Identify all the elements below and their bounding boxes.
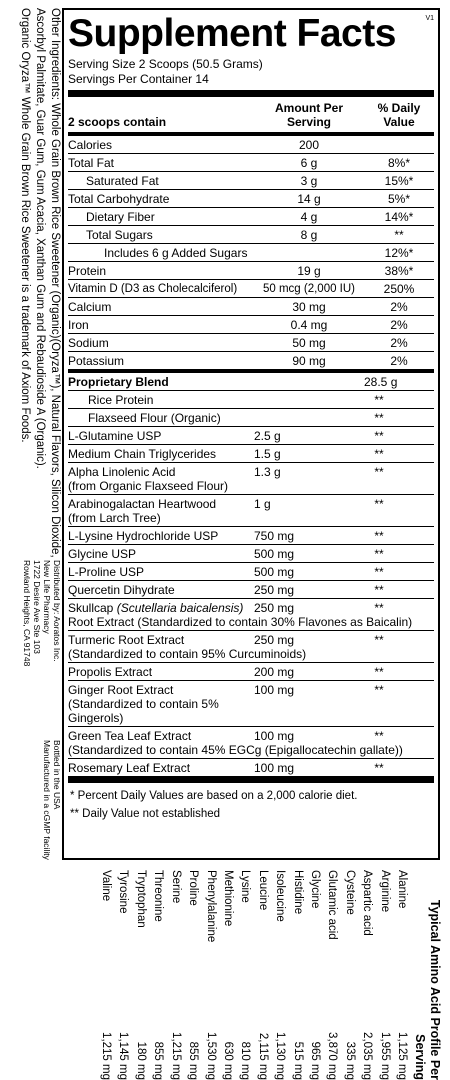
ingredient-name: Arabinogalactan Heartwood (from Larch Tree) — [68, 497, 217, 525]
turmeric-amount: 250 mg — [254, 633, 295, 647]
amino-value: 3,870 mg — [326, 1032, 339, 1080]
amino-row — [271, 870, 288, 1080]
nutrient-amount: 50 mcg (2,000 IU) — [262, 283, 356, 295]
amino-row — [149, 870, 166, 1080]
skullcap-name: Skullcap (Scutellaria baicalensis) — [68, 601, 244, 615]
amino-value: 965 mg — [308, 1041, 321, 1080]
amino-row — [340, 870, 357, 1080]
nutrient-row — [68, 298, 434, 316]
amino-value: 855 mg — [187, 1041, 200, 1080]
ingredient-amount: 1.5 g — [254, 447, 281, 461]
amino-name: Alanine — [396, 870, 408, 909]
nutrient-amount: 0.4 mg — [290, 318, 328, 332]
nutrient-row — [68, 172, 434, 190]
nutrient-name: Total Fat — [68, 156, 115, 170]
nutrient-name: Dietary Fiber — [86, 210, 155, 224]
ingredient-row — [68, 445, 434, 463]
amino-row — [253, 870, 270, 1080]
nutrient-name: Includes 6 g Added Sugars — [104, 246, 248, 260]
nutrient-amount: 19 g — [297, 264, 321, 278]
turmeric-name: Turmeric Root Extract — [68, 633, 185, 647]
amino-value: 855 mg — [152, 1041, 165, 1080]
amino-row — [288, 870, 305, 1080]
nutrient-dv: 38%* — [384, 264, 414, 278]
ingredient-row — [68, 581, 434, 599]
nutrient-amount: 200 — [298, 138, 320, 152]
amino-name: Proline — [187, 870, 200, 906]
other-ingredients-list — [68, 427, 434, 599]
nutrient-dv: 8%* — [387, 156, 410, 170]
rosemary-dv: ** — [374, 761, 384, 775]
amino-name: Histidine — [291, 870, 304, 915]
ginger-amount: 100 mg — [254, 683, 295, 697]
nutrient-list — [68, 136, 434, 373]
nutrient-row — [68, 244, 434, 262]
footnote-dv: * Percent Daily Values are based on a 2,000 calorie diet. — [70, 790, 358, 802]
amino-row — [306, 870, 323, 1080]
ingredient-dv: ** — [374, 447, 384, 461]
ingredient-name: Glycine USP — [68, 547, 137, 561]
other-ingredients-text: Other Ingredients: Whole Grain Brown Rice Sweetener (Organic)(Oryza™), Natural Flavors, Silicon Dioxide, Ascorbyl Palmitate, Guar Gum, Gum Acacia, Xanthan Gum and Rebaudioside A (Organic). Organic Oryza™ Whole Grain Brown Rice Sweetener is a trademark of Axiom Foods. — [19, 8, 61, 558]
ingredient-row — [68, 463, 434, 495]
ingredient-amount: 1 g — [254, 497, 271, 511]
ingredient-dv: ** — [374, 565, 384, 579]
amino-value: 1,215 mg — [100, 1032, 113, 1080]
turmeric-line2: (Standardized to contain 95% Curcuminoids) — [68, 647, 307, 661]
nutrient-name: Calories — [68, 138, 113, 152]
amino-value: 335 mg — [343, 1041, 356, 1080]
nutrient-row — [68, 280, 434, 298]
ingredient-amount: 1.3 g — [254, 465, 281, 479]
ingredient-name: L-Proline USP — [68, 565, 145, 579]
propolis-dv: ** — [374, 665, 384, 679]
amino-value: 2,035 mg — [361, 1032, 374, 1080]
amino-value: 630 mg — [221, 1041, 234, 1080]
panel-title: Supplement Facts — [68, 12, 396, 55]
propolis-name: Propolis Extract — [68, 665, 153, 679]
ingredient-name: Medium Chain Triglycerides — [68, 447, 217, 461]
amino-name: Arginine — [378, 870, 391, 913]
amino-value: 1,125 mg — [396, 1032, 408, 1080]
amino-row — [114, 870, 131, 1080]
nutrient-name: Total Sugars — [86, 228, 153, 242]
blend-amount: 28.5 g — [364, 375, 398, 389]
ingredient-name: L-Lysine Hydrochloride USP — [68, 529, 219, 543]
rosemary-amount: 100 mg — [254, 761, 295, 775]
nutrient-name: Sodium — [68, 336, 109, 350]
amino-list — [97, 870, 410, 1080]
nutrient-row — [68, 316, 434, 334]
nutrient-amount: 4 g — [300, 210, 318, 224]
footnote-established: ** Daily Value not established — [70, 808, 221, 820]
amino-row — [219, 870, 236, 1080]
supplement-facts-panel — [62, 8, 440, 860]
nutrient-dv: 250% — [383, 282, 415, 296]
servings-per-container: Servings Per Container 14 — [68, 72, 209, 86]
rosemary-name: Rosemary Leaf Extract — [68, 761, 191, 775]
amino-value: 1,130 mg — [274, 1032, 287, 1080]
ingredient-amount: 500 mg — [254, 565, 295, 579]
amino-name: Aspartic acid — [361, 870, 374, 936]
blend-name: Proprietary Blend — [68, 375, 169, 389]
propolis-row — [68, 663, 434, 681]
header-amount: Amount Per Serving — [274, 101, 343, 129]
amino-row — [375, 870, 392, 1080]
amino-row — [236, 870, 253, 1080]
nutrient-amount: 6 g — [300, 156, 318, 170]
nutrient-dv: 2% — [390, 336, 408, 350]
ginger-dv: ** — [374, 683, 384, 697]
green-tea-amount: 100 mg — [254, 729, 295, 743]
amino-title: Typical Amino Acid Profile Per Serving — [413, 899, 442, 1080]
nutrient-amount: 3 g — [300, 174, 318, 188]
ingredient-row — [68, 527, 434, 545]
amino-row — [184, 870, 201, 1080]
amino-name: Cysteine — [343, 870, 356, 915]
rosemary-row — [68, 759, 434, 776]
table-header — [68, 97, 434, 136]
nutrient-dv: 5%* — [387, 192, 410, 206]
turmeric-dv: ** — [374, 633, 384, 647]
skullcap-line2: Root Extract (Standardized to contain 30% Flavones as Baicalin) — [68, 615, 413, 629]
ingredient-amount: 500 mg — [254, 547, 295, 561]
amino-value: 1,145 mg — [117, 1032, 130, 1080]
amino-value: 2,115 mg — [256, 1032, 269, 1080]
amino-value: 1,955 mg — [378, 1032, 391, 1080]
thick-divider-bottom — [68, 776, 434, 783]
amino-row — [166, 870, 183, 1080]
amino-name: Leucine — [256, 870, 269, 911]
nutrient-name: Protein — [68, 264, 107, 278]
amino-name: Tryptophan — [134, 870, 147, 928]
ingredient-row — [68, 427, 434, 445]
nutrient-name: Iron — [68, 318, 89, 332]
amino-value: 180 mg — [134, 1041, 147, 1080]
amino-row — [97, 870, 114, 1080]
version-label: V1 — [425, 15, 434, 22]
amino-acid-profile — [62, 870, 442, 1080]
ingredient-dv: ** — [374, 529, 384, 543]
amino-row — [393, 870, 410, 1080]
nutrient-dv: 2% — [390, 354, 408, 368]
ingredient-dv: ** — [374, 547, 384, 561]
nutrient-row — [68, 262, 434, 280]
header-dv: % Daily Value — [377, 101, 421, 129]
blend-item-row — [68, 391, 434, 409]
amino-name: Tyrosine — [117, 870, 130, 914]
ingredient-dv: ** — [374, 429, 384, 443]
green-tea-line2: (Standardized to contain 45% EGCg (Epigallocatechin gallate)) — [68, 743, 403, 757]
nutrient-dv: 12%* — [384, 246, 414, 260]
ingredient-row — [68, 563, 434, 581]
nutrient-dv: 14%* — [384, 210, 414, 224]
amino-name: Threonine — [152, 870, 165, 922]
nutrient-name: Saturated Fat — [86, 174, 159, 188]
ginger-row — [68, 681, 434, 727]
header-contain: 2 scoops contain — [68, 115, 167, 129]
ingredient-name: L-Glutamine USP — [68, 429, 162, 443]
ingredient-row — [68, 545, 434, 563]
nutrient-row — [68, 190, 434, 208]
blend-item-dv: ** — [374, 411, 384, 425]
green-tea-name: Green Tea Leaf Extract — [68, 729, 192, 743]
ingredient-dv: ** — [374, 583, 384, 597]
ingredient-dv: ** — [374, 465, 384, 479]
green-tea-dv: ** — [374, 729, 384, 743]
amino-row — [132, 870, 149, 1080]
thick-divider — [68, 90, 434, 97]
nutrient-dv: ** — [394, 228, 404, 242]
ginger-name: Ginger Root Extract (Standardized to contain 5% Gingerols) — [68, 683, 219, 725]
nutrient-name: Potassium — [68, 354, 125, 368]
nutrient-amount: 30 mg — [292, 300, 326, 314]
distributor-block — [2, 560, 64, 740]
ingredient-name: Quercetin Dihydrate — [68, 583, 175, 597]
nutrient-row — [68, 154, 434, 172]
nutrient-name: Vitamin D (D3 as Cholecalciferol) — [68, 283, 238, 295]
amino-value: 1,530 mg — [204, 1032, 217, 1080]
nutrient-row — [68, 136, 434, 154]
nutrient-dv: 2% — [390, 300, 408, 314]
amino-name: Glutamic acid — [326, 870, 339, 940]
ingredient-dv: ** — [374, 497, 384, 511]
ingredient-amount: 250 mg — [254, 583, 295, 597]
amino-name: Serine — [169, 870, 182, 904]
ingredient-row — [68, 495, 434, 527]
amino-name: Lysine — [239, 870, 252, 903]
amino-value: 515 mg — [291, 1041, 304, 1080]
ingredient-name: Alpha Linolenic Acid (from Organic Flaxseed Flour) — [68, 465, 229, 493]
blend-items-list — [68, 391, 434, 427]
blend-item-dv: ** — [374, 393, 384, 407]
amino-row — [358, 870, 375, 1080]
bottled-block — [2, 740, 64, 860]
amino-name: Glycine — [308, 870, 321, 909]
nutrient-amount: 8 g — [300, 228, 318, 242]
nutrient-name: Calcium — [68, 300, 112, 314]
blend-item-name: Flaxseed Flour (Organic) — [88, 411, 221, 425]
amino-row — [201, 870, 218, 1080]
amino-value: 810 mg — [239, 1041, 252, 1080]
nutrient-row — [68, 352, 434, 373]
amino-name: Isoleucine — [274, 870, 287, 922]
nutrient-dv: 15%* — [384, 174, 414, 188]
skullcap-row — [68, 599, 434, 631]
blend-item-row — [68, 409, 434, 427]
ingredient-amount: 750 mg — [254, 529, 295, 543]
ingredient-amount: 2.5 g — [254, 429, 281, 443]
amino-value: 1,215 mg — [169, 1032, 182, 1080]
propolis-amount: 200 mg — [254, 665, 295, 679]
turmeric-row — [68, 631, 434, 663]
blend-item-name: Rice Protein — [88, 393, 154, 407]
distributor-text: Distributed by: Aoratos Inc. New Life Pharmacy 1722 Desire Ave Ste 103 Rowland Heights, CA 91748 — [22, 560, 62, 667]
amino-name: Phenylalanine — [204, 870, 217, 943]
green-tea-row — [68, 727, 434, 759]
amino-row — [323, 870, 340, 1080]
nutrient-amount: 90 mg — [292, 354, 326, 368]
nutrient-name: Total Carbohydrate — [68, 192, 170, 206]
nutrient-row — [68, 334, 434, 352]
proprietary-blend-row — [68, 373, 434, 391]
skullcap-dv: ** — [374, 601, 384, 615]
amino-name: Valine — [100, 870, 113, 902]
amino-name: Methionine — [221, 870, 234, 927]
nutrient-row — [68, 208, 434, 226]
nutrient-dv: 2% — [390, 318, 408, 332]
serving-size: Serving Size 2 Scoops (50.5 Grams) — [68, 57, 263, 71]
nutrient-amount: 50 mg — [292, 336, 326, 350]
bottled-text: Bottled in the USA Manufactured in a cGMP facility — [42, 740, 62, 860]
skullcap-amount: 250 mg — [254, 601, 295, 615]
nutrient-amount: 14 g — [297, 192, 321, 206]
nutrient-row — [68, 226, 434, 244]
